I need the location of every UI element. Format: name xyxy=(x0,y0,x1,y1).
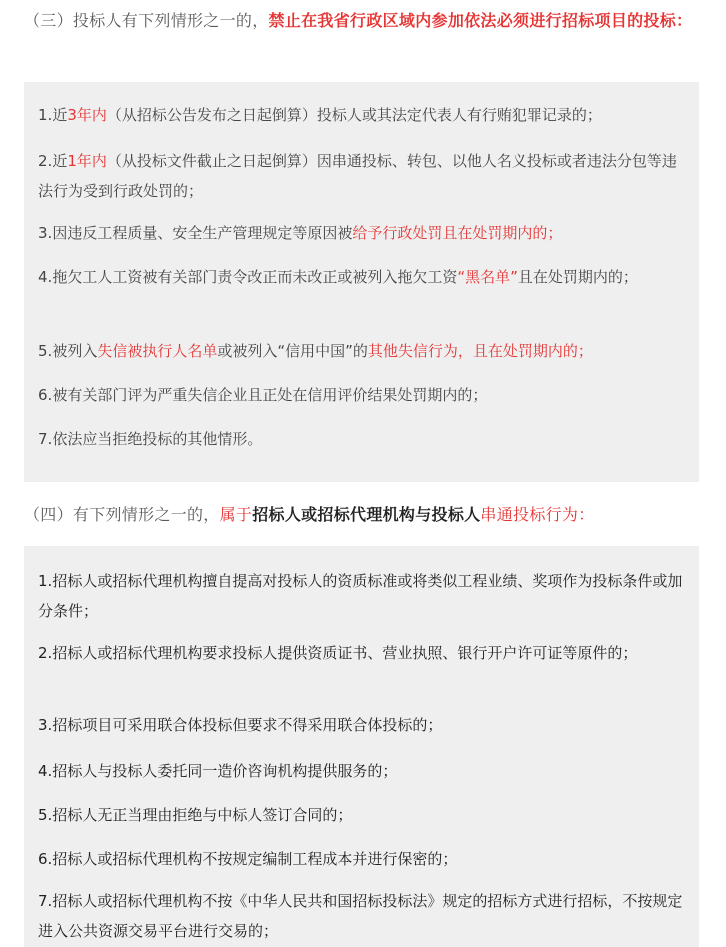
list-item xyxy=(38,424,688,454)
list-item xyxy=(38,262,688,292)
list-item xyxy=(38,800,688,830)
item-number: 4. xyxy=(38,268,53,286)
section4-heading-intro: （四）有下列情形之一的， xyxy=(24,505,220,524)
item-text: 且在处罚期内的； xyxy=(517,268,638,286)
section3-heading-intro: （三）投标人有下列情形之一的， xyxy=(24,11,269,30)
list-item xyxy=(38,336,688,366)
item-text: 被有关部门评为严重失信企业且正处在信用评价结果处罚期内的； xyxy=(52,386,488,404)
item-highlight: 其他失信行为，且在处罚期内的； xyxy=(367,342,593,360)
list-item xyxy=(38,380,688,410)
item-number: 7. xyxy=(38,430,53,448)
item-highlight: 给予行政处罚且在处罚期内的； xyxy=(352,224,563,242)
item-number: 2. xyxy=(38,644,53,662)
list-item xyxy=(38,218,688,248)
item-text: 近 xyxy=(52,152,68,170)
item-text: 依法应当拒绝投标的其他情形。 xyxy=(52,430,263,448)
section4-heading xyxy=(24,500,704,530)
list-item xyxy=(38,756,688,786)
section4-box xyxy=(24,546,699,947)
item-number: 5. xyxy=(38,806,53,824)
item-number: 3. xyxy=(38,716,53,734)
section3-heading xyxy=(24,6,704,36)
item-number: 6. xyxy=(38,386,53,404)
item-text: 招标人或招标代理机构要求投标人提供资质证书、营业执照、银行开户许可证等原件的； xyxy=(52,644,638,662)
item-highlight: 失信被执行人名单 xyxy=(97,342,218,360)
item-text: 招标人或招标代理机构不按规定编制工程成本并进行保密的； xyxy=(52,850,458,868)
item-text: 近 xyxy=(52,106,68,124)
list-item xyxy=(38,886,688,946)
item-highlight: 3年内 xyxy=(67,106,107,124)
item-number: 3. xyxy=(38,224,53,242)
item-number: 4. xyxy=(38,762,53,780)
item-text: 招标人与投标人委托同一造价咨询机构提供服务的； xyxy=(52,762,398,780)
item-text: （从投标文件截止之日起倒算）因串通投标、转包、以他人名义投标或者违法分包等违法行为受到行政处罚的； xyxy=(38,152,677,200)
item-text: 被列入 xyxy=(52,342,98,360)
item-text: 招标人或招标代理机构擅自提高对投标人的资质标准或将类似工程业绩、奖项作为投标条件或加分条件； xyxy=(38,572,683,620)
list-item xyxy=(38,844,688,874)
list-item xyxy=(38,710,688,740)
item-number: 5. xyxy=(38,342,53,360)
item-text: 招标人无正当理由拒绝与中标人签订合同的； xyxy=(52,806,353,824)
list-item xyxy=(38,146,688,206)
item-number: 1. xyxy=(38,106,53,124)
section4-heading-red2: 串通投标行为： xyxy=(480,505,595,524)
item-number: 2. xyxy=(38,152,53,170)
item-highlight: “黑名单” xyxy=(457,268,518,286)
list-item xyxy=(38,638,688,668)
item-text: 或被列入“信用中国”的 xyxy=(217,342,368,360)
item-text: 招标项目可采用联合体投标但要求不得采用联合体投标的； xyxy=(52,716,443,734)
item-highlight: 1年内 xyxy=(67,152,107,170)
section4-heading-bold: 招标人或招标代理机构与投标人 xyxy=(252,505,481,524)
section3-heading-emphasis: 禁止在我省行政区域内参加依法必须进行招标项目的投标： xyxy=(268,11,693,30)
item-number: 1. xyxy=(38,572,53,590)
item-text: 因违反工程质量、安全生产管理规定等原因被 xyxy=(52,224,353,242)
list-item xyxy=(38,100,688,130)
item-number: 7. xyxy=(38,892,53,910)
item-number: 6. xyxy=(38,850,53,868)
item-text: （从招标公告发布之日起倒算）投标人或其法定代表人有行贿犯罪记录的； xyxy=(106,106,602,124)
section3-box xyxy=(24,82,699,482)
item-text: 招标人或招标代理机构不按《中华人民共和国招标投标法》规定的招标方式进行招标，不按规定进入公共资源交易平台进行交易的； xyxy=(38,892,683,940)
list-item xyxy=(38,566,688,626)
item-text: 拖欠工人工资被有关部门责令改正而未改正或被列入拖欠工资 xyxy=(52,268,458,286)
section4-heading-red1: 属于 xyxy=(219,505,253,524)
